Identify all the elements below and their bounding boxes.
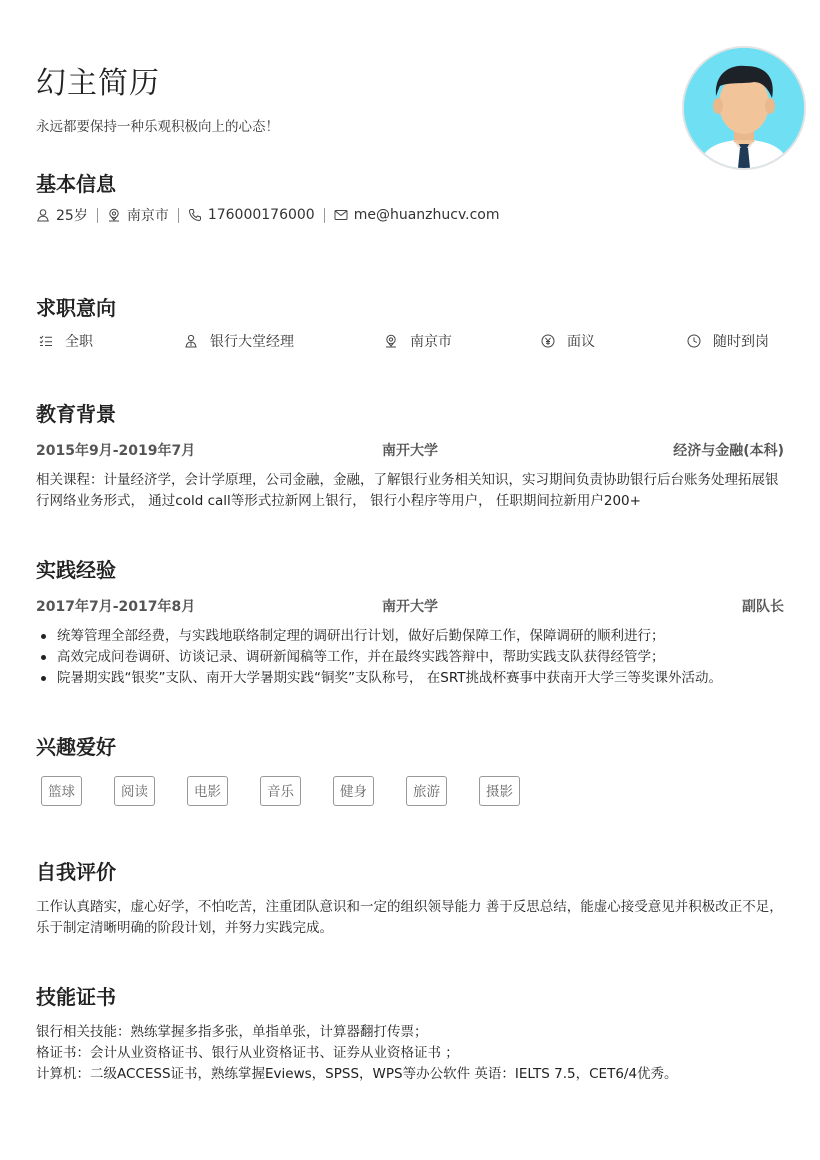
intent-type-text: 全职 xyxy=(65,334,93,350)
location-icon xyxy=(384,334,398,348)
experience-period: 2017年7月-2017年8月 xyxy=(36,599,196,615)
divider xyxy=(178,208,179,223)
mail-icon xyxy=(334,208,348,222)
education-description: 相关课程：计量经济学，会计学原理，公司金融，金融，了解银行业务相关知识，实习期间负责协助银行后台账务处理拓展银行网络业务形式， 通过cold call等形式拉新网上银行， 银行小程序等用户， 任职期间拉新用户200+ xyxy=(36,472,779,509)
experience-role: 副队长 xyxy=(742,599,784,615)
hobby-tags xyxy=(41,776,781,808)
skill-line: 格证书：会计从业资格证书、银行从业资格证书、证券从业资格证书 ； xyxy=(36,1045,459,1061)
resume-page xyxy=(36,0,784,1160)
intent-salary xyxy=(541,331,595,351)
education-major: 经济与金融(本科) xyxy=(673,443,784,459)
person-icon xyxy=(36,208,50,222)
basic-info-row xyxy=(36,205,500,225)
section-title-experience: 实践经验 xyxy=(36,558,116,582)
section-title-hobbies: 兴趣爱好 xyxy=(36,735,116,759)
city-text: 南京市 xyxy=(126,208,169,224)
hobby-tag: 阅读 xyxy=(114,776,155,806)
section-title-self-evaluation: 自我评价 xyxy=(36,860,116,884)
resume-motto: 永远都要保持一种乐观积极向上的心态！ xyxy=(36,119,279,135)
hobby-tag: 电影 xyxy=(187,776,228,806)
skills-list xyxy=(36,1022,784,1085)
section-title-education: 教育背景 xyxy=(36,402,116,426)
experience-header xyxy=(36,596,784,616)
intent-position xyxy=(184,331,294,351)
divider xyxy=(324,208,325,223)
section-title-skills: 技能证书 xyxy=(36,985,116,1009)
intent-salary-text: 面议 xyxy=(567,334,595,350)
user-role-icon xyxy=(184,334,198,348)
location-icon xyxy=(107,208,121,222)
education-period: 2015年9月-2019年7月 xyxy=(36,443,196,459)
hobby-tag: 摄影 xyxy=(479,776,520,806)
intent-availability xyxy=(687,331,769,351)
self-evaluation-text: 工作认真踏实，虚心好学，不怕吃苦，注重团队意识和一定的组织领导能力 善于反思总结，能虚心接受意见并积极改正不足，乐于制定清晰明确的阶段计划，并努力实践完成。 xyxy=(36,899,783,936)
intent-city-text: 南京市 xyxy=(410,334,452,350)
resume-title: 幻主简历 xyxy=(36,66,160,101)
clock-icon xyxy=(687,334,701,348)
age-item xyxy=(36,205,88,225)
list-item: 高效完成问卷调研、访谈记录、调研新闻稿等工作，并在最终实践答辩中，帮助实践支队获得经管学； xyxy=(36,647,784,668)
hobby-tag: 旅游 xyxy=(406,776,447,806)
intent-type xyxy=(39,331,93,351)
experience-list xyxy=(36,626,784,689)
skill-line: 银行相关技能：熟练掌握多指多张，单指单张，计算器翻打传票； xyxy=(36,1024,428,1040)
hobby-tag: 篮球 xyxy=(41,776,82,806)
skill-line: 计算机：二级ACCESS证书，熟练掌握Eviews，SPSS，WPS等办公软件 英语：IELTS 7.5，CET6/4优秀。 xyxy=(36,1066,678,1082)
email-text: me@huanzhucv.com xyxy=(353,207,500,223)
hobby-tag: 音乐 xyxy=(260,776,301,806)
education-school: 南开大学 xyxy=(382,443,438,459)
phone-icon xyxy=(188,208,202,222)
section-title-job-intent: 求职意向 xyxy=(36,296,116,320)
intent-city xyxy=(384,331,452,351)
phone-item xyxy=(188,207,315,223)
section-title-basic-info: 基本信息 xyxy=(36,172,116,196)
intent-position-text: 银行大堂经理 xyxy=(210,334,294,350)
age-text: 25岁 xyxy=(56,208,88,224)
email-item xyxy=(334,207,500,223)
intent-availability-text: 随时到岗 xyxy=(713,334,769,350)
list-item: 院暑期实践“银奖”支队、南开大学暑期实践“铜奖”支队称号， 在SRT挑战杯赛事中获南开大学三等奖课外活动。 xyxy=(36,668,784,689)
checklist-icon xyxy=(39,334,53,348)
experience-organization: 南开大学 xyxy=(382,599,438,615)
education-header xyxy=(36,440,784,460)
hobby-tag: 健身 xyxy=(333,776,374,806)
yen-icon xyxy=(541,334,555,348)
city-item xyxy=(107,205,169,225)
divider xyxy=(97,208,98,223)
avatar xyxy=(682,46,806,170)
job-intent-row xyxy=(36,331,784,353)
phone-text: 176000176000 xyxy=(207,207,315,223)
list-item: 统筹管理全部经费，与实践地联络制定理的调研出行计划，做好后勤保障工作，保障调研的顺利进行； xyxy=(36,626,784,647)
